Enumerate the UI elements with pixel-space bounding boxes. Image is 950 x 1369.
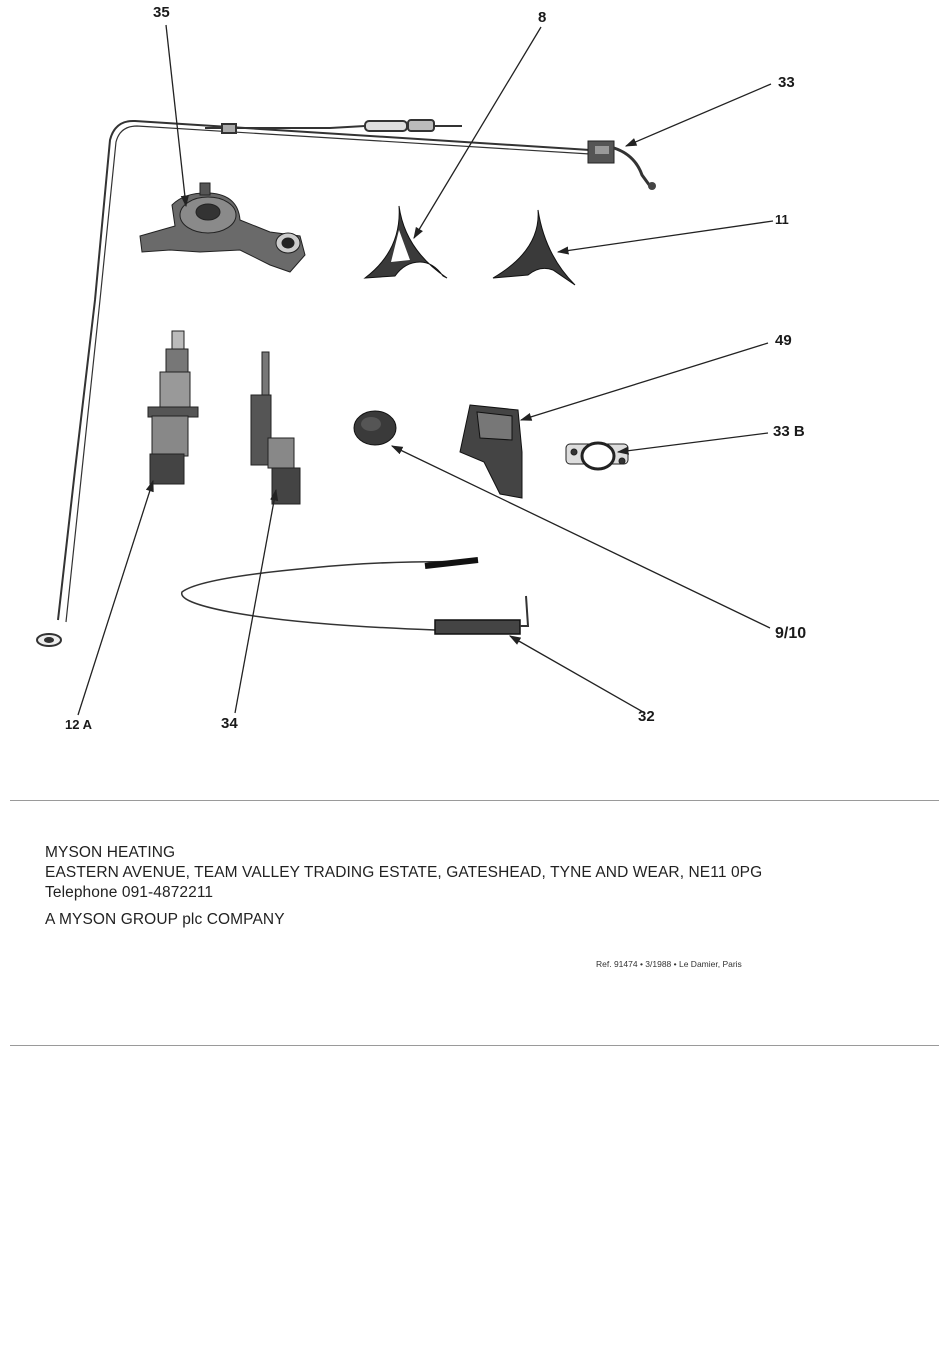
callout-33: 33 bbox=[778, 74, 795, 91]
callout-33b: 33 B bbox=[773, 423, 805, 440]
callout-32: 32 bbox=[638, 708, 655, 725]
tripod-8 bbox=[365, 206, 447, 278]
callout-34: 34 bbox=[221, 715, 238, 732]
burner-35 bbox=[140, 183, 305, 272]
bottom-divider bbox=[10, 1045, 939, 1046]
ignitor-12a bbox=[148, 331, 198, 484]
callout-11: 11 bbox=[775, 212, 789, 227]
electrode-34 bbox=[251, 352, 300, 504]
company-telephone: Telephone 091-4872211 bbox=[45, 884, 214, 901]
ring-33b bbox=[566, 443, 628, 469]
tripod-11 bbox=[493, 210, 575, 285]
callout-35: 35 bbox=[153, 4, 170, 21]
callout-8: 8 bbox=[538, 9, 547, 26]
callout-12a: 12 A bbox=[65, 717, 92, 732]
bracket-49 bbox=[460, 405, 522, 498]
company-group: A MYSON GROUP plc COMPANY bbox=[45, 911, 285, 928]
connector-33 bbox=[588, 141, 656, 190]
top-divider bbox=[10, 800, 939, 801]
callout-49: 49 bbox=[775, 332, 792, 349]
pilot-lead-32 bbox=[182, 560, 528, 634]
company-name: MYSON HEATING bbox=[45, 844, 176, 861]
reference-line: Ref. 91474 • 3/1988 • Le Damier, Paris bbox=[596, 959, 742, 969]
injector-9-10 bbox=[354, 411, 396, 445]
company-address: EASTERN AVENUE, TEAM VALLEY TRADING ESTATE, GATESHEAD, TYNE AND WEAR, NE11 0PG bbox=[45, 864, 763, 881]
callout-9-10: 9/10 bbox=[775, 625, 807, 642]
